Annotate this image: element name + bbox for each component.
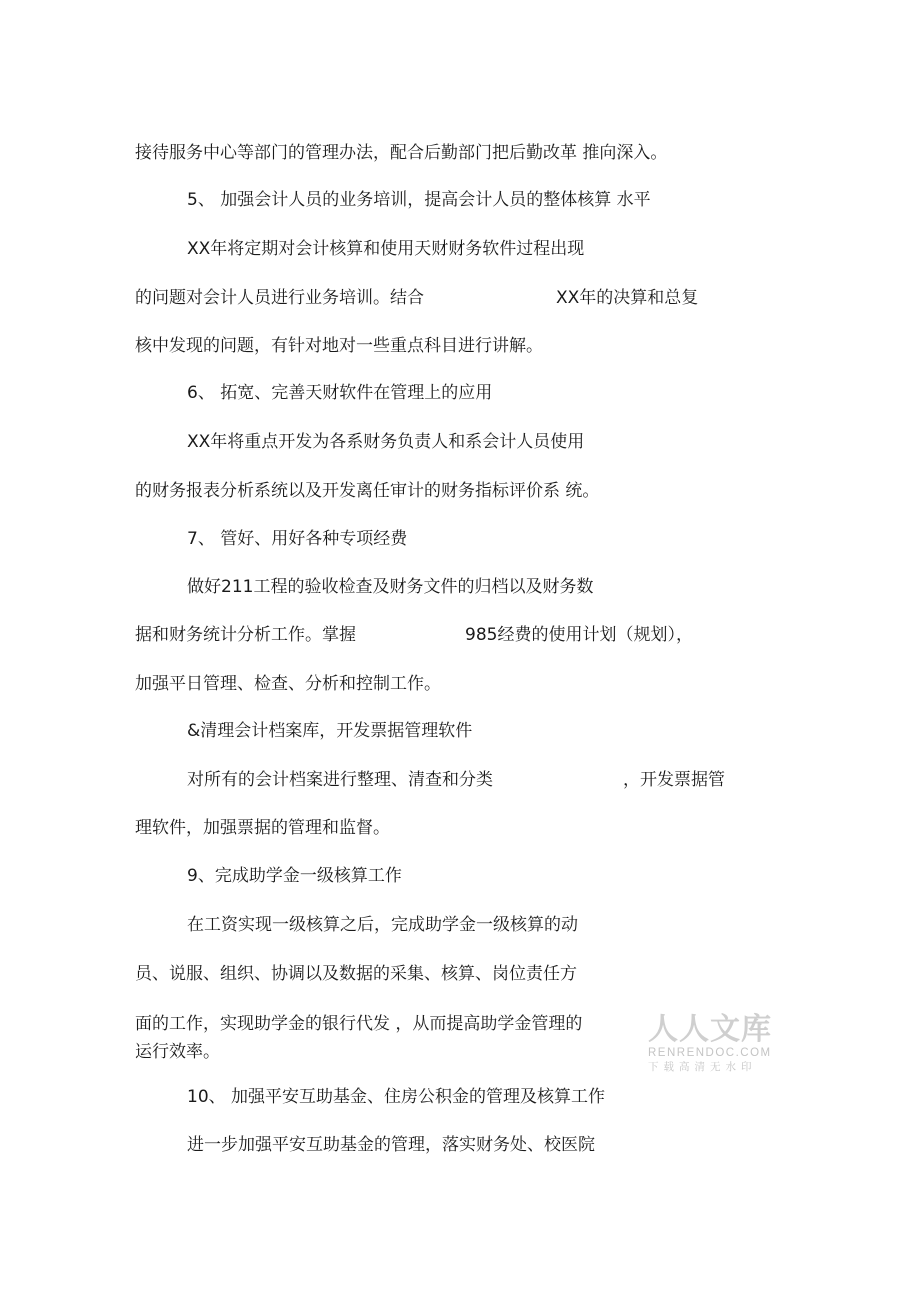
- text-segment: 对所有的会计档案进行整理、清查和分类: [187, 770, 493, 790]
- text-segment: 做好211工程的验收检查及财务文件的归档以及财务数: [187, 577, 594, 597]
- text-segment: 核中发现的问题，有针对地对一些重点科目进行讲解。: [135, 336, 543, 356]
- text-segment: 7、 管好、用好各种专项经费: [187, 529, 408, 549]
- text-segment: 面的工作，实现助学金的银行代发 ，从而提高助学金管理的: [135, 1014, 583, 1034]
- text-segment: &清理会计档案库，开发票据管理软件: [187, 721, 473, 741]
- text-segment: ，开发票据管: [623, 770, 725, 790]
- text-segment: 的财务报表分析系统以及开发离任审计的财务指标评价系 统。: [135, 481, 600, 501]
- text-segment: 接待服务中心等部门的管理办法，配合后勤部门把后勤改革 推向深入。: [135, 143, 668, 163]
- watermark-logo: [648, 1014, 778, 1074]
- text-segment: 运行效率。: [135, 1042, 220, 1062]
- text-segment: 6、 拓宽、完善天财软件在管理上的应用: [187, 383, 493, 403]
- text-segment: 加强平日管理、检查、分析和控制工作。: [135, 674, 441, 694]
- text-segment: 在工资实现一级核算之后，完成助学金一级核算的动: [187, 915, 578, 935]
- text-segment: 985经费的使用计划（规划），: [465, 625, 693, 645]
- watermark-domain: RENRENDOC.COM: [648, 1047, 772, 1059]
- text-segment: 理软件，加强票据的管理和监督。: [135, 818, 390, 838]
- text-segment: 的问题对会计人员进行业务培训。结合: [135, 288, 424, 308]
- text-segment: XX年的决算和总复: [556, 288, 699, 308]
- watermark-subtitle: 下载高清无水印: [648, 1061, 757, 1073]
- text-segment: 进一步加强平安互助基金的管理，落实财务处、校医院: [187, 1135, 595, 1155]
- text-segment: 9、完成助学金一级核算工作: [187, 866, 402, 886]
- text-segment: 员、说服、组织、协调以及数据的采集、核算、岗位责任方: [135, 964, 577, 984]
- text-segment: XX年将定期对会计核算和使用天财财务软件过程出现: [187, 239, 585, 259]
- text-segment: 5、 加强会计人员的业务培训，提高会计人员的整体核算 水平: [187, 190, 651, 210]
- watermark-title: 人人文库: [648, 1012, 772, 1047]
- text-segment: XX年将重点开发为各系财务负责人和系会计人员使用: [187, 432, 585, 452]
- text-segment: 据和财务统计分析工作。掌握: [135, 625, 356, 645]
- text-segment: 10、 加强平安互助基金、住房公积金的管理及核算工作: [187, 1087, 606, 1107]
